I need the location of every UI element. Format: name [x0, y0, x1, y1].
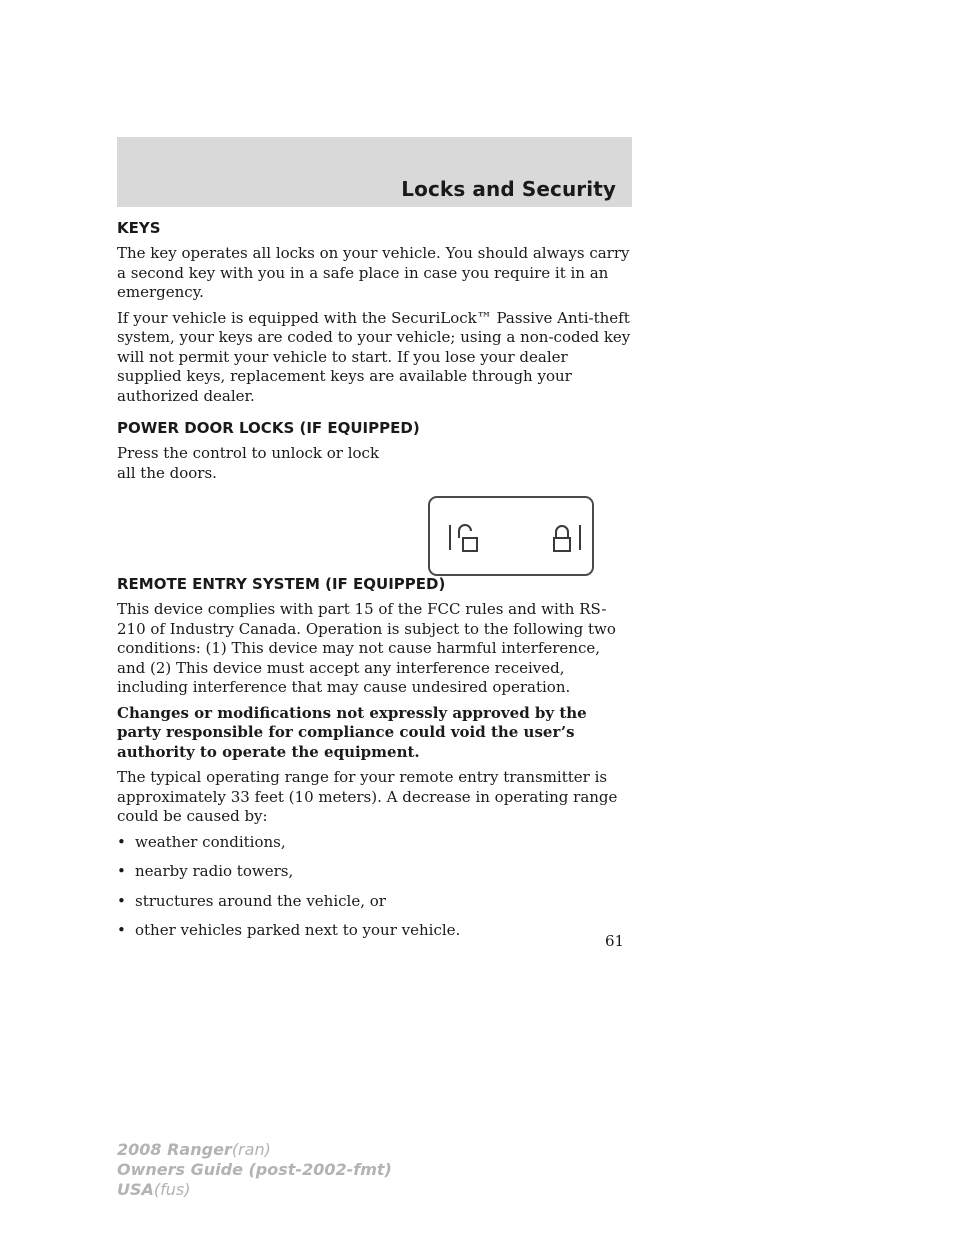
footer-model-code: (ran): [231, 1140, 271, 1159]
keys-paragraph-2: If your vehicle is equipped with the SecuriLock™ Passive Anti-theft system, your keys are coded to your vehicle; using a non-coded key will not permit your vehicle to start. If you lose your dealer supplied keys, replacement keys are available through your authorized dealer.: [117, 308, 631, 405]
power-door-locks-paragraph: Press the control to unlock or lock all the doors.: [117, 444, 380, 482]
bullet-icon: •: [117, 891, 126, 910]
remote-entry-heading: REMOTE ENTRY SYSTEM (IF EQUIPPED): [117, 575, 446, 593]
section-header-band: [117, 137, 632, 207]
remote-entry-paragraph-1: This device complies with part 15 of the FCC rules and with RS-210 of Industry Canada. Operation is subject to the following two conditions: (1) This device may not cause harmful interference, and (2) This device must accept any interference received, including interference that may cause undesired operation.: [117, 600, 616, 696]
list-item: [117, 833, 632, 853]
list-item-text: structures around the vehicle, or: [135, 891, 386, 910]
list-item: [117, 892, 632, 912]
section-title: Locks and Security: [401, 177, 616, 201]
footer-model: 2008 Ranger: [117, 1140, 232, 1159]
list-item-text: other vehicles parked next to your vehicle.: [135, 921, 461, 939]
list-item: [117, 921, 632, 941]
bullet-icon: •: [117, 921, 126, 939]
door-lock-switch-illustration: [428, 496, 594, 576]
page-content: [117, 218, 632, 951]
page-number: 61: [605, 932, 625, 950]
unlocked-padlock-icon: [459, 525, 477, 551]
power-door-locks-heading: POWER DOOR LOCKS (IF EQUIPPED): [117, 419, 420, 437]
bullet-icon: •: [117, 862, 126, 880]
footer-market-code: (fus): [153, 1180, 191, 1199]
document-footer: [117, 1140, 392, 1200]
range-factors-list: [117, 833, 632, 941]
footer-market: USA: [117, 1180, 154, 1199]
remote-entry-paragraph-2: The typical operating range for your remote entry transmitter is approximately 33 feet (10 meters). A decrease in operating range could be caused by:: [117, 768, 618, 825]
footer-line-2: Owners Guide (post-2002-fmt): [117, 1160, 392, 1179]
fcc-warning-paragraph: Changes or modifications not expressly approved by the party responsible for compliance could void the user’s authority to operate the equipment.: [117, 703, 587, 761]
power-door-locks-block: [117, 444, 632, 562]
footer-line-1: [117, 1140, 392, 1160]
keys-paragraph-1: The key operates all locks on your vehicle. You should always carry a second key with you in a safe place in case you require it in an emergency.: [117, 244, 630, 301]
list-item: [117, 862, 632, 882]
list-item-text: nearby radio towers,: [135, 862, 294, 880]
bullet-icon: •: [117, 832, 126, 851]
locked-padlock-icon: [554, 526, 570, 551]
footer-line-3: [117, 1180, 392, 1200]
list-item-text: weather conditions,: [135, 832, 286, 851]
keys-heading: KEYS: [117, 219, 161, 237]
